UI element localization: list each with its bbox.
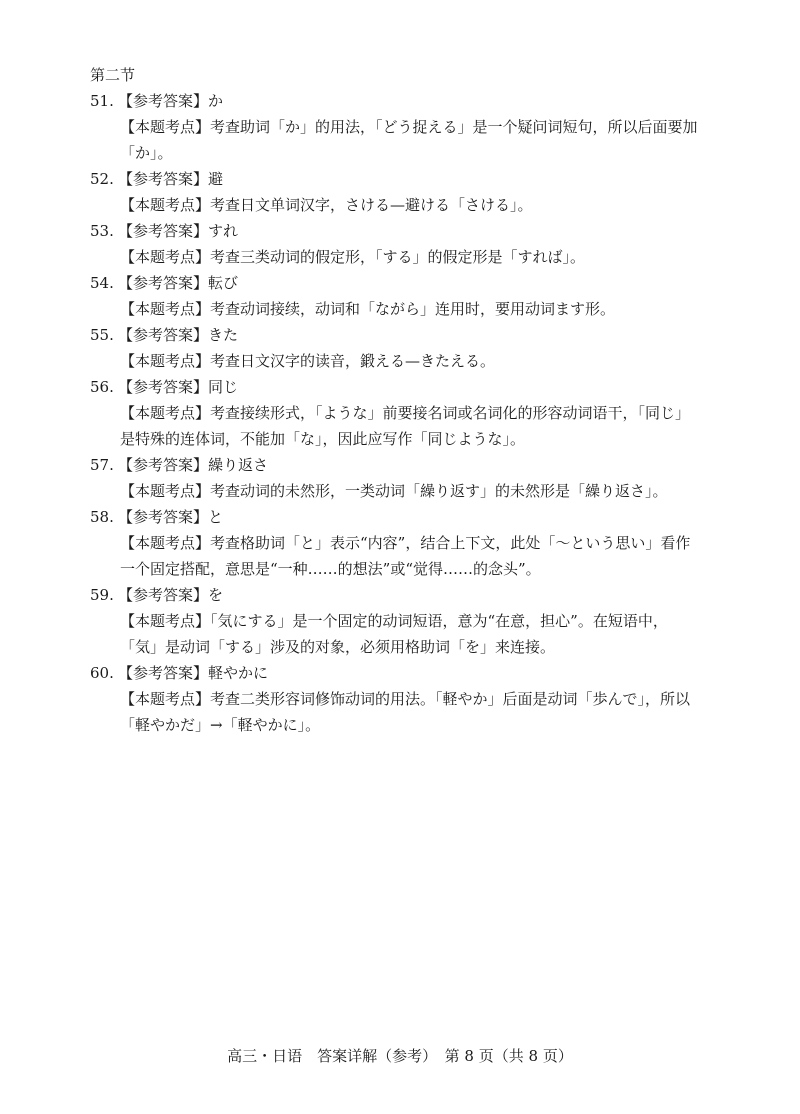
explanation-line: 【本题考点】考查三类动词的假定形，「する」的假定形是「すれば」。 [120, 248, 586, 266]
question-number: 52. [90, 170, 114, 188]
answer-line [90, 270, 730, 296]
answer-line [90, 452, 730, 478]
reference-answer: 【参考答案】避 [118, 170, 224, 188]
answer-line [90, 88, 730, 114]
question-number: 57. [90, 456, 114, 474]
explanation-line: 【本题考点】考查接续形式，「ような」前要接名词或名词化的形容动词语干，「同じ」 [120, 404, 691, 422]
page-footer: 高三・日语 答案详解（参考） 第 8 页（共 8 页） [227, 1047, 573, 1065]
question-57 [90, 452, 730, 504]
question-53 [90, 218, 730, 270]
answer-line [90, 166, 730, 192]
explanation-line: 「気」是动词「する」涉及的对象，必须用格助词「を」来连接。 [120, 638, 556, 656]
answer-line [90, 504, 730, 530]
question-number: 53. [90, 222, 114, 240]
reference-answer: 【参考答案】と [118, 508, 224, 526]
explanation-line: 是特殊的连体词，不能加「な」，因此应写作「同じような」。 [120, 430, 526, 448]
explanation-line: 【本题考点】考查动词接续，动词和「ながら」连用时，要用动词ます形。 [120, 300, 616, 318]
answer-line [90, 322, 730, 348]
reference-answer: 【参考答案】同じ [118, 378, 239, 396]
reference-answer: 【参考答案】軽やかに [118, 664, 269, 682]
section-title: 第二节 [90, 66, 136, 84]
explanation-line: 一个固定搭配，意思是“一种……的想法”或“觉得……的念头”。 [120, 560, 541, 578]
answer-line [90, 660, 730, 686]
answer-line [90, 582, 730, 608]
answer-line [90, 374, 730, 400]
reference-answer: 【参考答案】か [118, 92, 224, 110]
reference-answer: 【参考答案】を [118, 586, 224, 604]
question-60 [90, 660, 730, 738]
question-56 [90, 374, 730, 452]
answer-line [90, 218, 730, 244]
question-58 [90, 504, 730, 582]
reference-answer: 【参考答案】転び [118, 274, 239, 292]
reference-answer: 【参考答案】繰り返さ [118, 456, 269, 474]
reference-answer: 【参考答案】きた [118, 326, 239, 344]
explanation-line: 【本题考点】考查格助词「と」表示“内容”，结合上下文，此处「～という思い」看作 [120, 534, 691, 552]
explanation-line: 【本题考点】考查助词「か」的用法，「どう捉える」是一个疑问词短句，所以后面要加 [120, 118, 698, 136]
explanation-line: 【本题考点】考查二类形容词修饰动词的用法。「軽やか」后面是动词「歩んで」，所以 [120, 690, 691, 708]
question-number: 58. [90, 508, 114, 526]
question-number: 55. [90, 326, 114, 344]
question-51 [90, 88, 730, 166]
question-number: 54. [90, 274, 114, 292]
explanation-line: 「か」。 [120, 144, 173, 162]
explanation-line: 【本题考点】「気にする」是一个固定的动词短语，意为“在意，担心”。在短语中， [120, 612, 668, 630]
reference-answer: 【参考答案】すれ [118, 222, 239, 240]
question-54 [90, 270, 730, 322]
question-55 [90, 322, 730, 374]
question-number: 56. [90, 378, 114, 396]
explanation-line: 「軽やかだ」→「軽やかに」。 [120, 716, 321, 734]
explanation-line: 【本题考点】考查日文单词汉字，さける—避ける「さける」。 [120, 196, 533, 214]
explanation-line: 【本题考点】考查动词的未然形，一类动词「繰り返す」的未然形是「繰り返さ」。 [120, 482, 668, 500]
question-number: 60. [90, 664, 114, 682]
explanation-line: 【本题考点】考查日文汉字的读音，鍛える—きたえる。 [120, 352, 496, 370]
question-number: 59. [90, 586, 114, 604]
question-number: 51. [90, 92, 114, 110]
question-59 [90, 582, 730, 660]
question-52 [90, 166, 730, 218]
